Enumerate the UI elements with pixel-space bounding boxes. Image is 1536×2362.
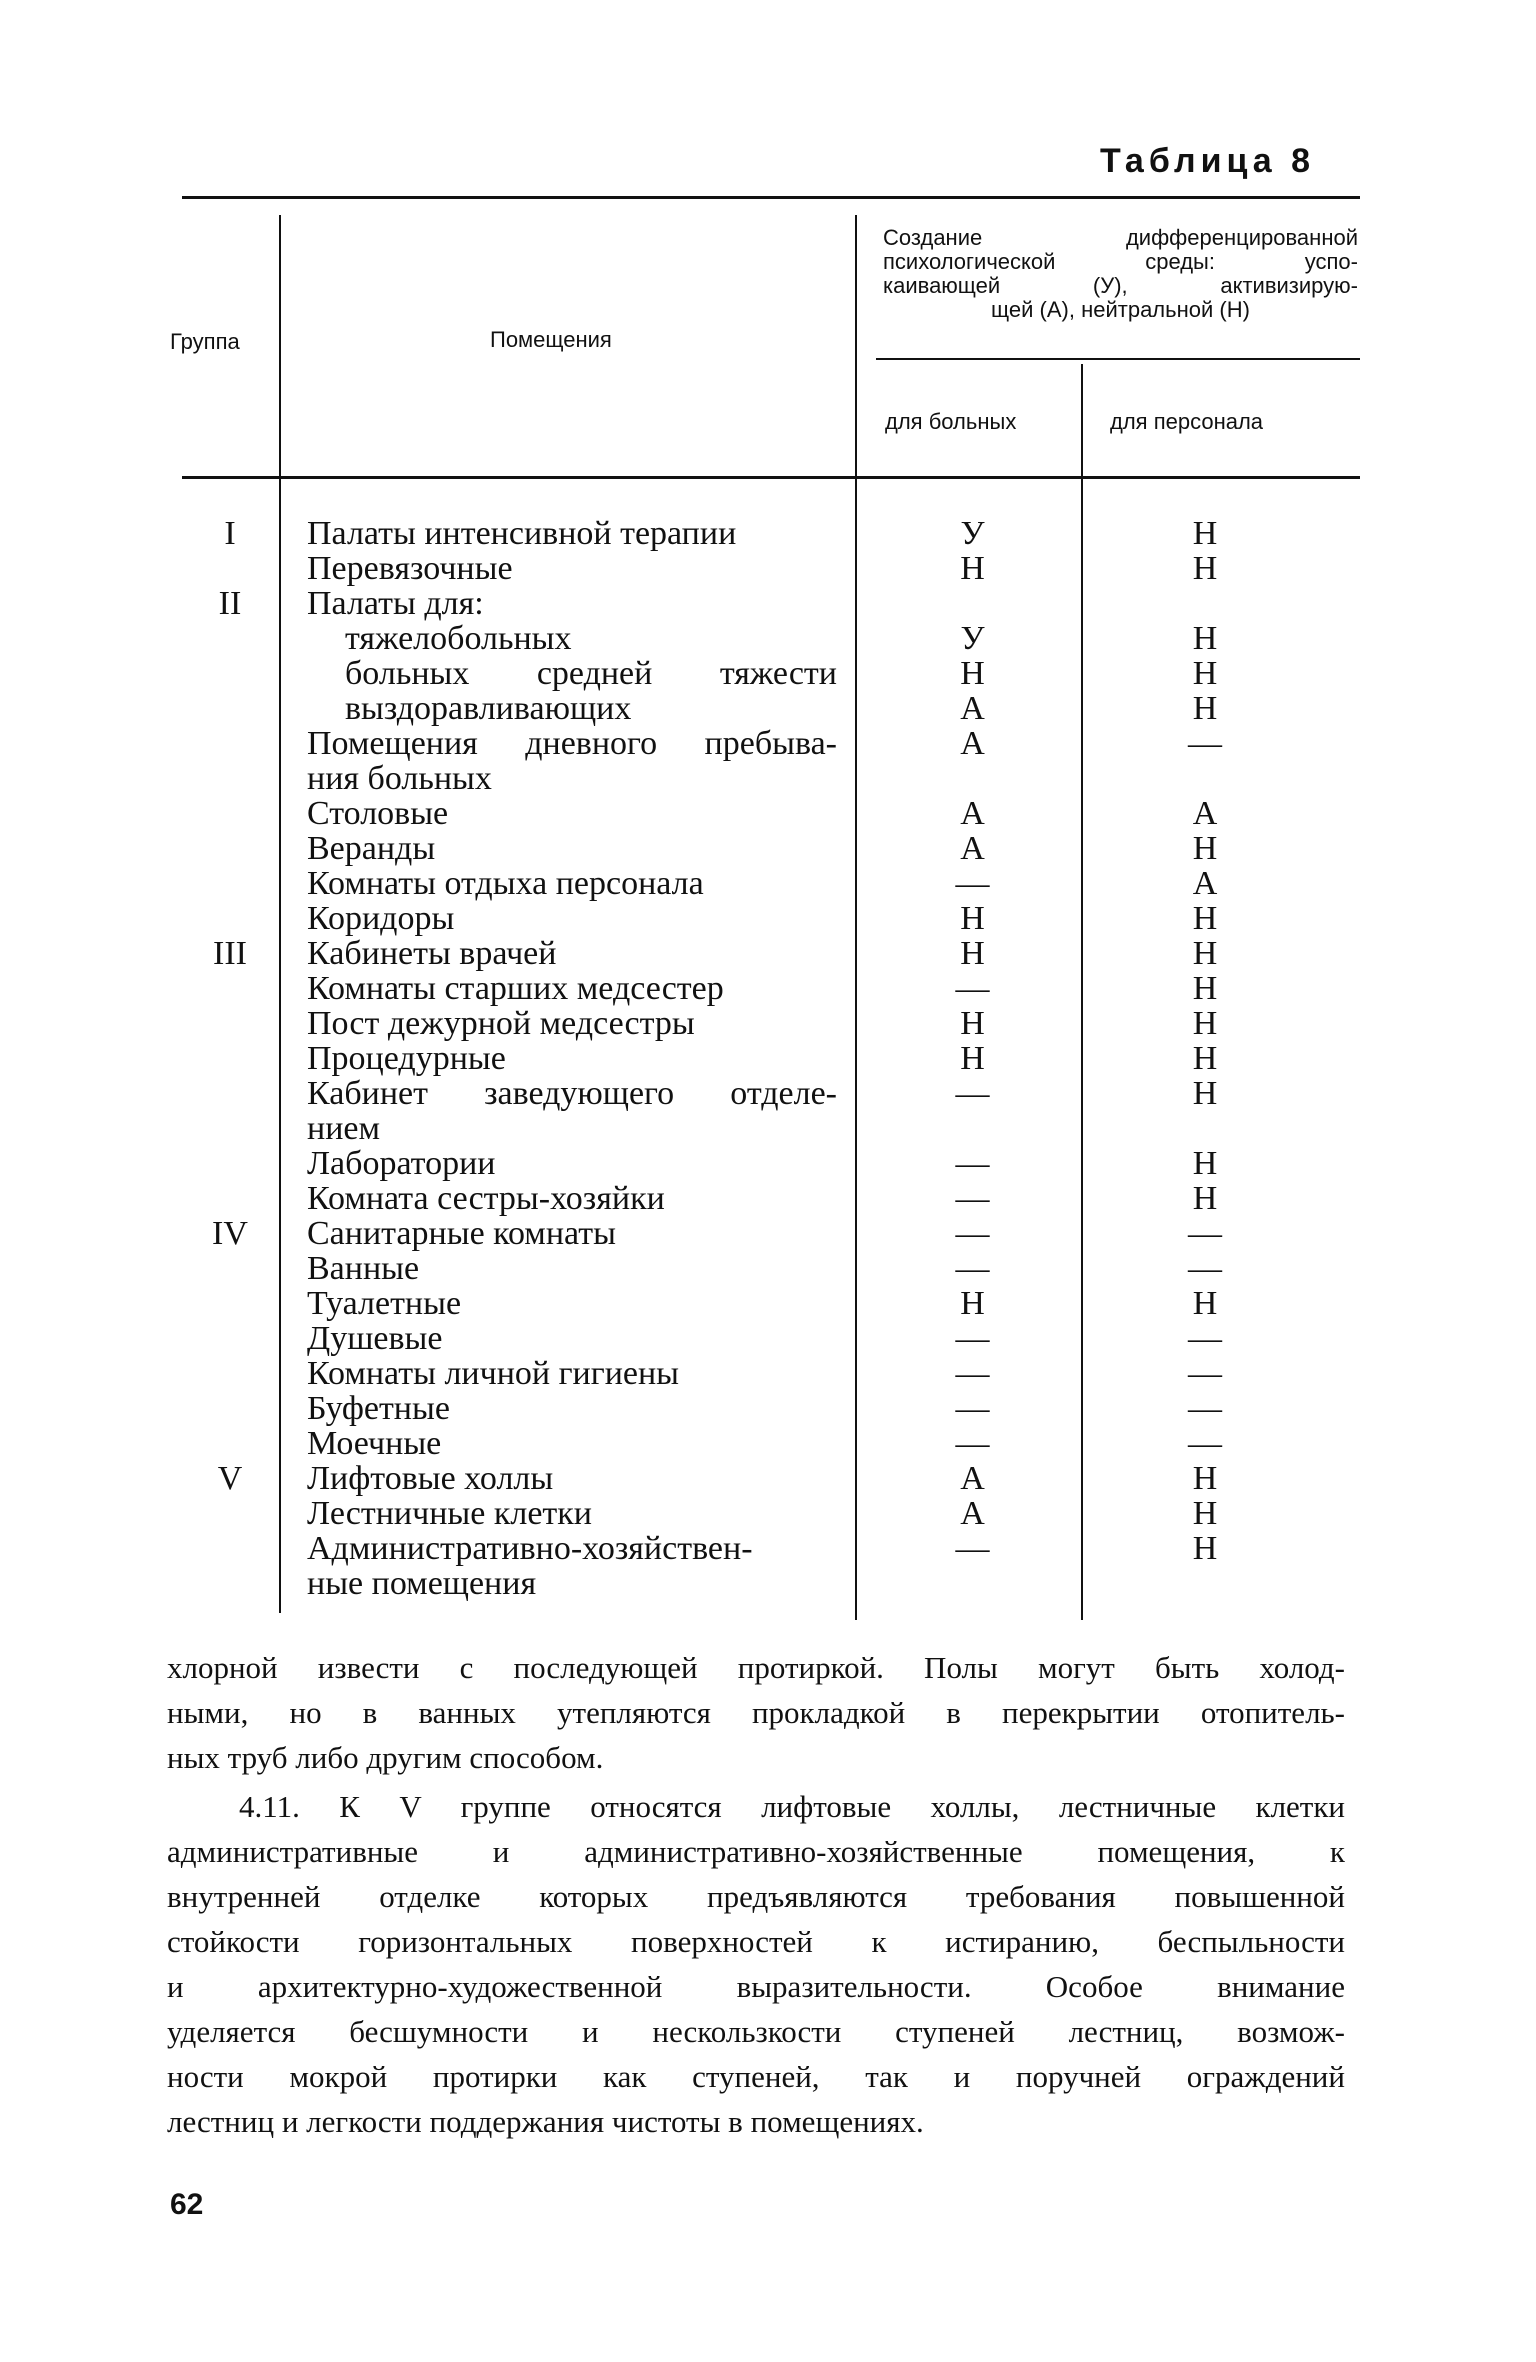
cell-for-patients: — [955, 1145, 990, 1182]
cell-for-patients: А [960, 725, 985, 762]
table-row [0, 1391, 1536, 1426]
cell-for-staff: — [1188, 1425, 1222, 1462]
paragraph-line: уделяется бесшумности и нескользкости ступеней лестниц, возмож- [167, 2014, 1345, 2049]
cell-for-patients: — [955, 1355, 990, 1392]
cell-room: выздоравливающих [345, 690, 632, 727]
cell-for-staff: А [1192, 865, 1218, 902]
header-for-patients: для больных [885, 409, 1017, 434]
cell-for-staff: Н [1192, 1145, 1218, 1182]
header-environment-line: каивающей (У), активизирую- [883, 273, 1358, 298]
cell-room: Палаты для: [307, 585, 484, 622]
cell-for-patients: Н [960, 550, 985, 587]
cell-room: Палаты интенсивной терапии [307, 515, 737, 552]
table-row [0, 726, 1536, 761]
cell-for-patients: — [955, 1075, 990, 1112]
cell-room: Коридоры [307, 900, 455, 937]
cell-for-patients: Н [960, 1285, 985, 1322]
table-row [0, 866, 1536, 901]
table-row [0, 1286, 1536, 1321]
table-row [0, 1111, 1536, 1146]
table-row [0, 1321, 1536, 1356]
cell-for-patients: — [955, 1320, 990, 1357]
cell-room: Комната сестры-хозяйки [307, 1180, 665, 1217]
cell-for-staff: Н [1192, 1180, 1218, 1217]
cell-for-patients: — [955, 970, 990, 1007]
table-top-rule [182, 196, 1360, 199]
table-row [0, 1146, 1536, 1181]
page-number: 62 [170, 2188, 204, 2221]
paragraph-line: внутренней отделке которых предъявляются требования повышенной [167, 1879, 1345, 1914]
table-header-rule [182, 476, 1360, 479]
cell-room: Лестничные клетки [307, 1495, 592, 1532]
cell-room: Туалетные [307, 1285, 462, 1322]
table-row [0, 1216, 1536, 1251]
paragraph-2 [167, 1784, 1345, 2144]
cell-room: ные помещения [307, 1565, 537, 1602]
cell-group: III [213, 935, 247, 972]
cell-room: Пост дежурной медсестры [307, 1005, 695, 1042]
paragraph-line: 4.11. К V группе относятся лифтовые холлы, лестничные клетки [239, 1789, 1345, 1824]
cell-for-staff: Н [1192, 1495, 1218, 1532]
cell-room: Комнаты старших медсестер [307, 970, 724, 1007]
cell-for-staff: — [1188, 1250, 1222, 1287]
paragraph-line: и архитектурно-художественной выразительности. Особое внимание [167, 1969, 1345, 2004]
cell-room: Комнаты отдыха персонала [307, 865, 704, 902]
cell-for-patients: Н [960, 900, 985, 937]
cell-room: тяжелобольных [345, 620, 572, 657]
table-row [0, 1426, 1536, 1461]
cell-for-staff: — [1188, 1320, 1222, 1357]
cell-for-staff: — [1188, 1390, 1222, 1427]
table-row [0, 796, 1536, 831]
cell-group: V [217, 1460, 243, 1497]
cell-for-patients: У [960, 620, 985, 657]
cell-for-staff: Н [1192, 970, 1218, 1007]
cell-for-staff: — [1188, 1215, 1222, 1252]
cell-for-patients: — [955, 1215, 990, 1252]
cell-room: Лаборатории [307, 1145, 496, 1182]
cell-room: Санитарные комнаты [307, 1215, 616, 1252]
table-row [0, 1041, 1536, 1076]
table-row [0, 1251, 1536, 1286]
header-rooms: Помещения [490, 327, 612, 352]
table-row [0, 971, 1536, 1006]
paragraph-line: ными, но в ванных утепляются прокладкой в перекрытии отопитель- [167, 1695, 1345, 1730]
cell-for-patients: Н [960, 1005, 985, 1042]
cell-group: IV [212, 1215, 248, 1252]
cell-room: Административно-хозяйствен- [307, 1530, 753, 1567]
cell-for-staff: Н [1192, 690, 1218, 727]
table-row [0, 761, 1536, 796]
cell-for-staff: Н [1192, 515, 1218, 552]
cell-for-patients: — [955, 1180, 990, 1217]
cell-room: больных средней тяжести [345, 655, 837, 692]
header-environment [883, 226, 1358, 322]
cell-for-staff: — [1188, 725, 1222, 762]
cell-group: II [218, 585, 242, 622]
table-row [0, 1531, 1536, 1566]
header-environment-line: Создание дифференцированной [883, 225, 1358, 250]
cell-for-staff: Н [1192, 550, 1218, 587]
cell-room: Ванные [307, 1250, 420, 1287]
cell-for-patients: А [960, 795, 985, 832]
cell-room: Перевязочные [307, 550, 513, 587]
cell-room: Лифтовые холлы [307, 1460, 554, 1497]
cell-for-patients: — [955, 865, 990, 902]
table-caption: Таблица 8 [1100, 142, 1316, 180]
table-row [0, 656, 1536, 691]
cell-room: ния больных [307, 760, 492, 797]
cell-for-staff: Н [1192, 1040, 1218, 1077]
cell-room: Столовые [307, 795, 449, 832]
table-row [0, 586, 1536, 621]
cell-for-patients: — [955, 1250, 990, 1287]
cell-for-patients: А [960, 690, 985, 727]
cell-for-staff: Н [1192, 1005, 1218, 1042]
cell-for-staff: Н [1192, 620, 1218, 657]
cell-room: Душевые [307, 1320, 443, 1357]
cell-room: Процедурные [307, 1040, 506, 1077]
cell-for-patients: Н [960, 1040, 985, 1077]
cell-for-patients: А [960, 830, 985, 867]
table-row [0, 1076, 1536, 1111]
table-row [0, 936, 1536, 971]
cell-for-patients: — [955, 1390, 990, 1427]
cell-for-staff: — [1188, 1355, 1222, 1392]
paragraph-line: лестниц и легкости поддержания чистоты в помещениях. [167, 2104, 924, 2139]
cell-room: Веранды [307, 830, 436, 867]
table-row [0, 1006, 1536, 1041]
table-row [0, 901, 1536, 936]
paragraph-line: ных труб либо другим способом. [167, 1740, 604, 1775]
cell-room: Моечные [307, 1425, 442, 1462]
table-row [0, 551, 1536, 586]
cell-for-staff: Н [1192, 900, 1218, 937]
paragraph-line: ности мокрой протирки как ступеней, так и поручней ограждений [167, 2059, 1345, 2094]
cell-for-patients: Н [960, 655, 985, 692]
table-row [0, 1496, 1536, 1531]
cell-for-patients: Н [960, 935, 985, 972]
cell-for-staff: Н [1192, 1460, 1218, 1497]
cell-group: I [224, 515, 236, 552]
table-row [0, 516, 1536, 551]
header-environment-line: щей (А), нейтральной (Н) [991, 297, 1250, 322]
cell-room: Кабинеты врачей [307, 935, 557, 972]
table-row [0, 1356, 1536, 1391]
cell-for-staff: Н [1192, 655, 1218, 692]
table-row [0, 691, 1536, 726]
cell-for-patients: — [955, 1530, 990, 1567]
cell-room: Комнаты личной гигиены [307, 1355, 680, 1392]
cell-room: нием [307, 1110, 380, 1147]
paragraph-1 [167, 1645, 1345, 1780]
env-subheader-rule [876, 358, 1360, 360]
cell-for-staff: Н [1192, 1530, 1218, 1567]
cell-for-staff: Н [1192, 1285, 1218, 1322]
paragraph-line: хлорной извести с последующей протиркой. Полы могут быть холод- [167, 1650, 1345, 1685]
cell-room: Помещения дневного пребыва- [307, 725, 837, 762]
cell-room: Буфетные [307, 1390, 450, 1427]
header-for-staff: для персонала [1110, 409, 1264, 434]
table-row [0, 1181, 1536, 1216]
cell-for-staff: Н [1192, 1075, 1218, 1112]
cell-for-staff: Н [1192, 935, 1218, 972]
cell-for-staff: Н [1192, 830, 1218, 867]
paragraph-line: административные и административно-хозяйственные помещения, к [167, 1834, 1345, 1869]
table-row [0, 621, 1536, 656]
table-row [0, 831, 1536, 866]
cell-for-patients: — [955, 1425, 990, 1462]
cell-for-staff: А [1192, 795, 1218, 832]
cell-for-patients: А [960, 1495, 985, 1532]
cell-room: Кабинет заведующего отделе- [307, 1075, 837, 1112]
cell-for-patients: У [960, 515, 985, 552]
table-row [0, 1461, 1536, 1496]
paragraph-line: стойкости горизонтальных поверхностей к истиранию, беспыльности [167, 1924, 1345, 1959]
header-group: Группа [170, 329, 240, 354]
cell-for-patients: А [960, 1460, 985, 1497]
table-row [0, 1566, 1536, 1601]
header-environment-line: психологической среды: успо- [883, 249, 1358, 274]
